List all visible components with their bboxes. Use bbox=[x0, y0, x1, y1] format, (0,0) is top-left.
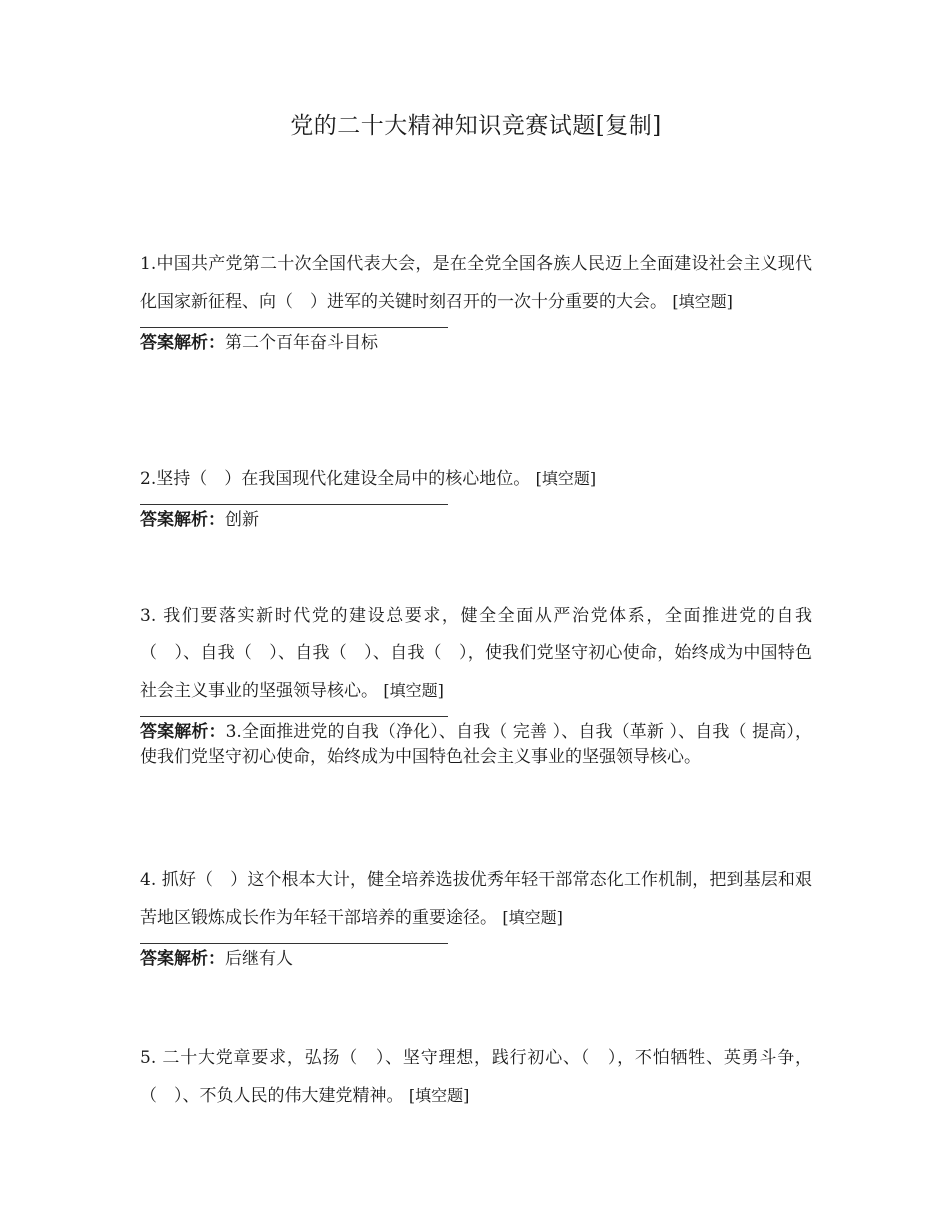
answer-blank-line bbox=[140, 504, 448, 505]
question-body: 5. 二十大党章要求，弘扬（ ）、坚守理想，践行初心、（ ），不怕牺牲、英勇斗争，（ ）、不负人民的伟大建党精神。 bbox=[140, 1048, 812, 1106]
answer-explanation bbox=[140, 508, 812, 533]
answer-text: 第二个百年奋斗目标 bbox=[225, 333, 378, 353]
question-type: [填空题] bbox=[672, 292, 733, 311]
document-title: 党的二十大精神知识竞赛试题[复制] bbox=[290, 113, 662, 139]
answer-label: 答案解析： bbox=[140, 333, 225, 353]
question-type: [填空题] bbox=[408, 1086, 470, 1105]
answer-explanation bbox=[140, 331, 812, 356]
answer-label: 答案解析： bbox=[140, 510, 225, 530]
question-text bbox=[140, 862, 812, 937]
question-text bbox=[140, 460, 812, 498]
question-type: [填空题] bbox=[502, 908, 563, 927]
question-text bbox=[140, 246, 812, 321]
answer-text: 创新 bbox=[225, 510, 259, 530]
question-3 bbox=[140, 598, 812, 770]
question-body: 4. 抓好（ ）这个根本大计，健全培养选拔优秀年轻干部常态化工作机制，把到基层和艰苦地区锻炼成长作为年轻干部培养的重要途径。 bbox=[140, 870, 812, 928]
question-text bbox=[140, 1040, 812, 1115]
answer-text: 3.全面推进党的自我（净化）、自我（ 完善 ）、自我（革新 ）、自我（ 提高），使我们党坚守初心使命，始终成为中国特色社会主义事业的坚强领导核心。 bbox=[140, 722, 812, 767]
answer-text: 后继有人 bbox=[225, 949, 293, 969]
answer-label: 答案解析： bbox=[140, 949, 225, 969]
question-body: 2.坚持（ ）在我国现代化建设全局中的核心地位。 bbox=[140, 469, 531, 489]
question-4 bbox=[140, 862, 812, 972]
question-2 bbox=[140, 460, 812, 533]
question-text bbox=[140, 598, 812, 710]
answer-explanation bbox=[140, 947, 812, 972]
question-body: 1.中国共产党第二十次全国代表大会，是在全党全国各族人民迈上全面建设社会主义现代化国家新征程、向（ ）进军的关键时刻召开的一次十分重要的大会。 bbox=[140, 254, 812, 312]
question-5 bbox=[140, 1040, 812, 1115]
answer-blank-line bbox=[140, 327, 448, 328]
question-1 bbox=[140, 246, 812, 356]
question-type: [填空题] bbox=[383, 681, 444, 700]
answer-blank-line bbox=[140, 943, 448, 944]
question-body: 3. 我们要落实新时代党的建设总要求，健全全面从严治党体系，全面推进党的自我（ ）、自我（ ）、自我（ ）、自我（ ），使我们党坚守初心使命，始终成为中国特色社会主义事业的坚强领导核心。 bbox=[140, 606, 812, 701]
answer-label: 答案解析： bbox=[140, 722, 226, 742]
question-type: [填空题] bbox=[535, 469, 597, 488]
answer-blank-line bbox=[140, 716, 448, 717]
answer-explanation bbox=[140, 720, 812, 770]
